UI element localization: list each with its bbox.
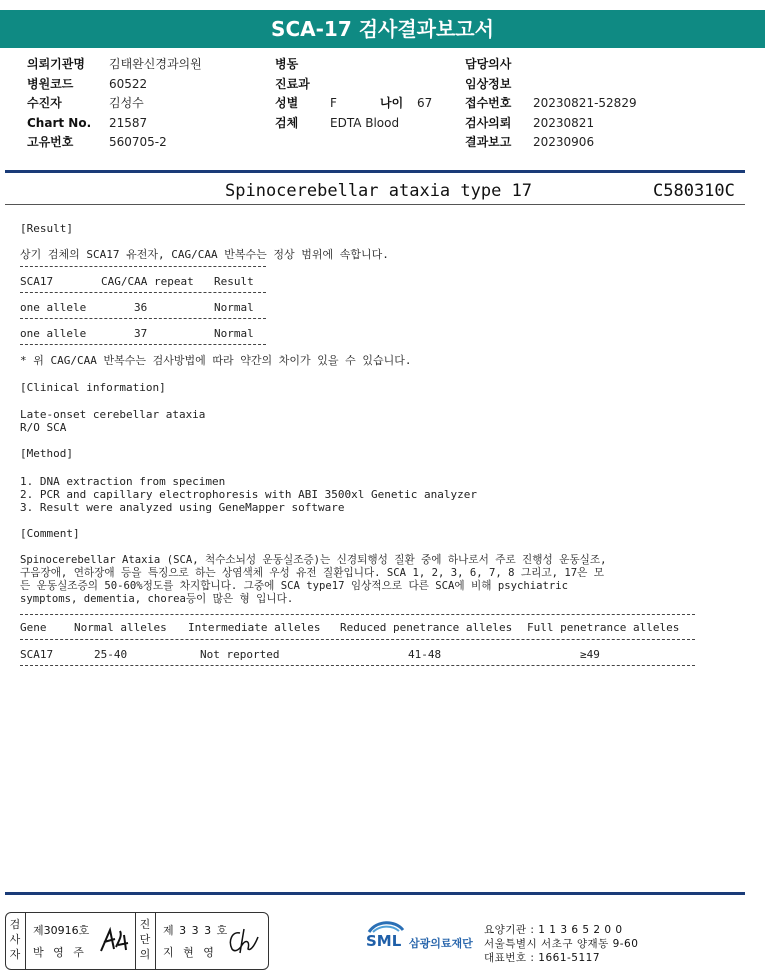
table-cell: 37 — [134, 327, 148, 340]
result-summary: 상기 검체의 SCA17 유전자, CAG/CAA 반복수는 정상 범위에 속합니다. — [20, 248, 389, 261]
address: 서울특별시 서초구 양재동 9-60 — [484, 938, 639, 950]
phone: 대표번호 : 1661-5117 — [484, 952, 601, 964]
field-label: 임상정보 — [465, 76, 512, 91]
field-label: 수진자 — [27, 96, 62, 110]
age-value: 67 — [417, 96, 433, 110]
dept-label: 진료과 — [275, 76, 310, 91]
field-label: 검사의뢰 — [465, 115, 512, 130]
table-rule — [20, 665, 695, 666]
table-cell: 36 — [134, 301, 148, 314]
box-divider — [155, 913, 156, 969]
field-label: 접수번호 — [465, 96, 512, 110]
doctor-license-no: 제 3 3 3 호 — [163, 924, 229, 937]
table-cell: 41-48 — [408, 648, 442, 661]
tester-label: 검사자 — [9, 918, 21, 961]
clinical-header: [Clinical information] — [20, 381, 166, 394]
signature-box — [5, 912, 269, 970]
specimen-value: EDTA Blood — [330, 115, 400, 130]
title-divider — [5, 204, 745, 205]
table-header-cell: Result — [214, 275, 254, 288]
tester-license-no: 제30916호 — [33, 924, 90, 937]
field-value: 21587 — [109, 115, 148, 130]
table-header-cell: CAG/CAA repeat — [101, 275, 194, 288]
field-label: 병원코드 — [27, 76, 74, 91]
patient-info-col1 — [27, 55, 202, 153]
table-rule — [20, 266, 266, 267]
comment-line: 구음장애, 연하장애 등을 특징으로 하는 상염색체 우성 유전 질환입니다. SCA 1, 2, 3, 6, 7, 8 그리고, 17은 모 — [20, 567, 604, 579]
table-rule — [20, 318, 266, 319]
doctor-signature-icon — [226, 925, 262, 955]
table-header-cell: Gene — [20, 621, 47, 634]
table-cell: Normal — [214, 327, 254, 340]
doctor-label: 진단의 — [139, 918, 151, 961]
specimen-label: 검체 — [275, 115, 299, 130]
comment-line: 든 운동실조증의 50-60%정도를 차지합니다. 그중에 SCA type17 임상적으로 다른 SCA에 비해 psychiatric — [20, 580, 569, 592]
table-cell: 25-40 — [94, 648, 128, 661]
method-line: 2. PCR and capillary electrophoresis with ABI 3500xl Genetic analyzer — [20, 488, 477, 501]
comment-line: Spinocerebellar Ataxia (SCA, 척수소뇌성 운동실조증)는 신경퇴행성 질환 중에 하나로서 주로 진행성 운동실조, — [20, 554, 607, 566]
logo-text: SML — [366, 932, 402, 950]
table-header-cell: SCA17 — [20, 275, 54, 288]
table-header-cell: Full penetrance alleles — [527, 621, 680, 634]
field-label: 고유번호 — [27, 135, 74, 149]
field-label: 의뢰기관명 — [27, 57, 85, 71]
table-rule — [20, 344, 266, 345]
ward-label: 병동 — [275, 57, 299, 71]
patient-info-col3 — [465, 55, 637, 153]
field-value: 김성수 — [109, 96, 144, 110]
clinical-line: Late-onset cerebellar ataxia — [20, 408, 206, 421]
test-title: Spinocerebellar ataxia type 17 — [225, 181, 533, 201]
table-rule — [20, 614, 695, 615]
logo-org-name: 삼광의료재단 — [409, 937, 473, 950]
table-cell: one allele — [20, 301, 87, 314]
table-header-cell: Normal alleles — [74, 621, 167, 634]
tester-signature-icon — [98, 925, 132, 955]
table-cell: Normal — [214, 301, 254, 314]
table-cell: one allele — [20, 327, 87, 340]
doctor-name: 지 현 영 — [163, 946, 217, 959]
footer-divider — [5, 892, 745, 895]
sex-value: F — [330, 96, 337, 110]
field-value: 60522 — [109, 76, 148, 91]
field-value: 560705-2 — [109, 135, 167, 149]
result-note: * 위 CAG/CAA 반복수는 검사방법에 따라 약간의 차이가 있을 수 있습니다. — [20, 354, 412, 367]
report-title-banner: SCA-17 검사결과보고서 — [0, 10, 765, 48]
test-code: C580310C — [653, 181, 735, 201]
table-cell: Not reported — [200, 648, 280, 661]
box-divider — [25, 913, 26, 969]
table-cell: SCA17 — [20, 648, 54, 661]
result-header: [Result] — [20, 222, 73, 235]
comment-header: [Comment] — [20, 527, 80, 540]
tester-name: 박 영 주 — [33, 946, 87, 959]
method-line: 1. DNA extraction from specimen — [20, 475, 226, 488]
table-cell: ≥49 — [580, 648, 600, 661]
age-label: 나이 — [380, 96, 404, 110]
field-value: 20230821-52829 — [533, 96, 637, 110]
clinical-line: R/O SCA — [20, 421, 67, 434]
table-header-cell: Intermediate alleles — [188, 621, 321, 634]
box-divider — [135, 913, 136, 969]
comment-line: symptoms, dementia, chorea등이 많은 형 입니다. — [20, 593, 294, 605]
institution-code: 요양기관 : 1 1 3 6 5 2 0 0 — [484, 924, 623, 936]
field-label: 담당의사 — [465, 57, 512, 71]
field-value: 20230821 — [533, 115, 595, 130]
method-line: 3. Result were analyzed using GeneMapper software — [20, 501, 345, 514]
sex-label: 성별 — [275, 96, 299, 110]
field-label: Chart No. — [27, 115, 92, 130]
field-label: 결과보고 — [465, 135, 512, 149]
patient-info-col2 — [275, 55, 445, 133]
method-header: [Method] — [20, 447, 73, 460]
table-rule — [20, 639, 695, 640]
field-value: 20230906 — [533, 135, 595, 149]
table-header-cell: Reduced penetrance alleles — [340, 621, 513, 634]
section-divider — [5, 170, 745, 173]
field-value: 김태완신경과의원 — [109, 57, 202, 71]
table-rule — [20, 292, 266, 293]
